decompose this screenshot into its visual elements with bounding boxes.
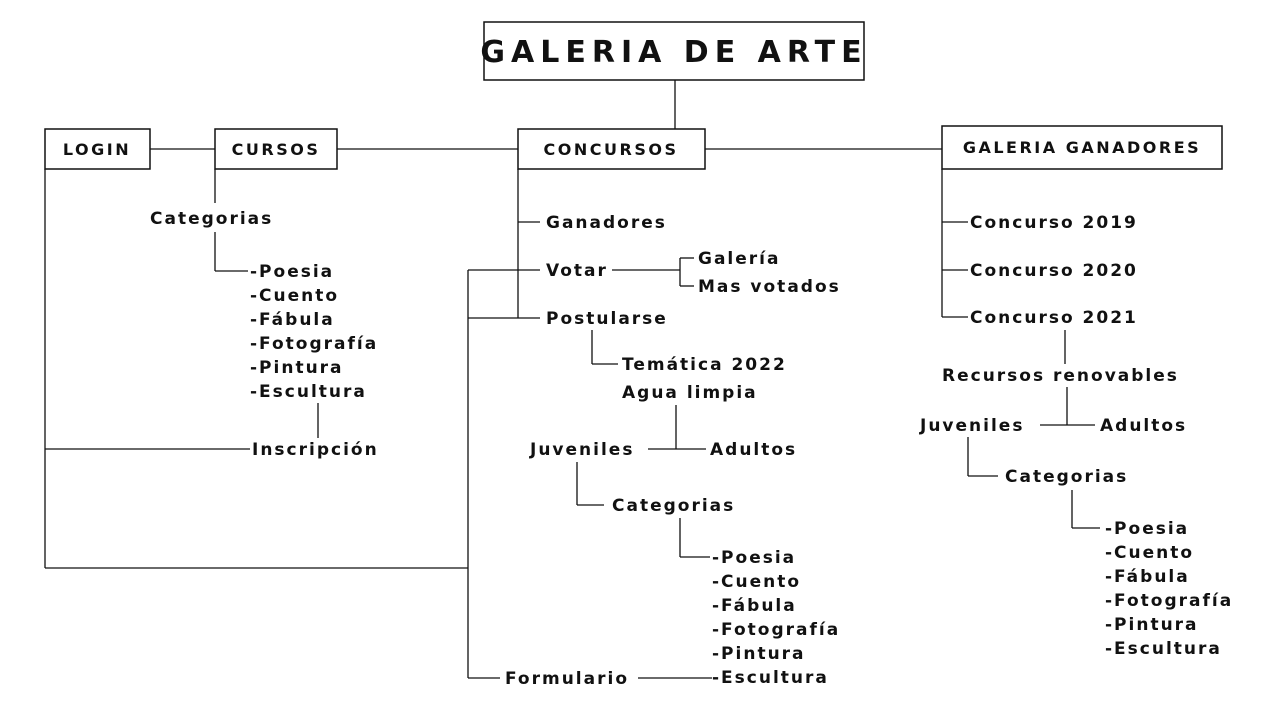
ganadores-category-list xyxy=(1105,519,1233,659)
node-galeria-ganadores-label: GALERIA GANADORES xyxy=(962,138,1202,157)
concursos-categorias: Categorias xyxy=(612,496,736,516)
ganadores-categorias: Categorias xyxy=(1005,467,1129,487)
list-item: -Cuento xyxy=(1105,543,1195,563)
title-node xyxy=(480,22,867,80)
list-item: -Pintura xyxy=(1105,615,1199,635)
cursos-branch xyxy=(150,209,379,460)
ganadores-concurso-2020: Concurso 2020 xyxy=(970,261,1138,281)
list-item: -Escultura xyxy=(1105,639,1222,659)
node-login-label: LOGIN xyxy=(62,140,132,159)
list-item: -Fábula xyxy=(1105,567,1190,587)
concursos-votar: Votar xyxy=(546,261,608,281)
ganadores-concurso-2021: Concurso 2021 xyxy=(970,308,1138,328)
concursos-juveniles: Juveniles xyxy=(530,440,635,460)
node-cursos xyxy=(215,129,337,169)
node-concursos xyxy=(518,129,705,169)
list-item: -Fotografía xyxy=(712,620,841,640)
list-item: -Pintura xyxy=(712,644,806,664)
list-item: -Cuento xyxy=(712,572,802,592)
ganadores-adultos: Adultos xyxy=(1100,416,1188,436)
list-item: -Pintura xyxy=(250,358,344,378)
node-cursos-label: CURSOS xyxy=(231,140,321,159)
list-item: -Poesia xyxy=(250,262,335,282)
list-item: -Fotografía xyxy=(1105,591,1234,611)
node-login xyxy=(45,129,150,169)
concursos-tematica: Temática 2022 xyxy=(622,355,787,375)
concursos-postularse: Postularse xyxy=(546,309,668,329)
concursos-branch xyxy=(505,213,841,689)
list-item: -Escultura xyxy=(712,668,829,688)
ganadores-concurso-2019: Concurso 2019 xyxy=(970,213,1138,233)
concursos-ganadores: Ganadores xyxy=(546,213,667,233)
concursos-formulario: Formulario xyxy=(505,669,629,689)
list-item: -Fotografía xyxy=(250,334,379,354)
ganadores-juveniles: Juveniles xyxy=(920,416,1025,436)
cursos-inscripcion: Inscripción xyxy=(252,440,379,460)
ganadores-branch xyxy=(919,213,1233,659)
list-item: -Poesia xyxy=(712,548,797,568)
concursos-category-list xyxy=(712,548,840,688)
node-galeria-ganadores xyxy=(942,126,1222,169)
list-item: -Poesia xyxy=(1105,519,1190,539)
ganadores-recursos-renovables: Recursos renovables xyxy=(942,366,1179,386)
cursos-categorias: Categorias xyxy=(150,209,274,229)
concursos-agua-limpia: Agua limpia xyxy=(622,383,758,403)
concursos-mas-votados: Mas votados xyxy=(698,277,841,297)
list-item: -Fábula xyxy=(712,596,797,616)
cursos-category-list xyxy=(250,262,378,402)
node-concursos-label: CONCURSOS xyxy=(543,140,679,159)
list-item: -Cuento xyxy=(250,286,340,306)
list-item: -Fábula xyxy=(250,310,335,330)
concursos-galeria: Galería xyxy=(698,249,781,269)
concursos-adultos: Adultos xyxy=(710,440,798,460)
list-item: -Escultura xyxy=(250,382,367,402)
diagram-title: GALERIA DE ARTE xyxy=(480,35,868,70)
